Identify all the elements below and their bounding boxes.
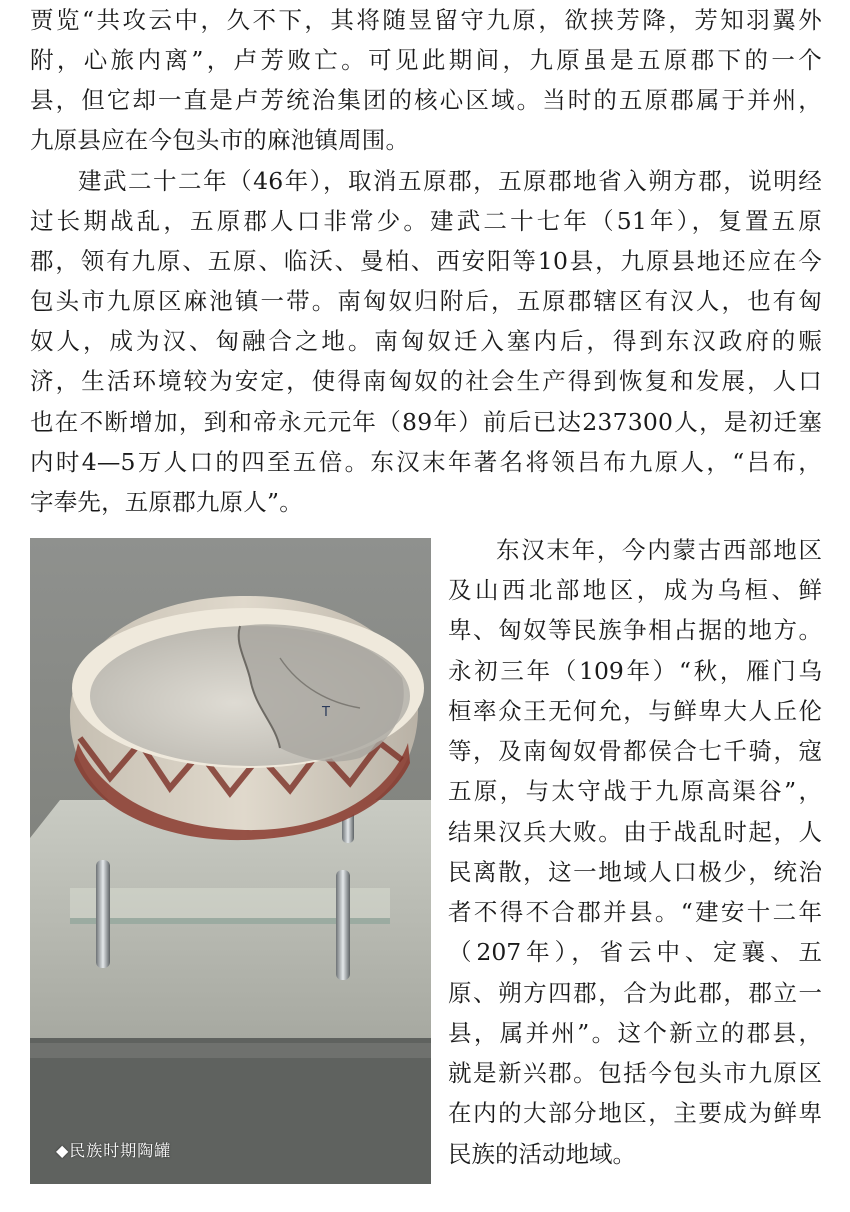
text-line: 卑、匈奴等民族争相占据的地方。 xyxy=(448,616,822,644)
pottery-bowl-illustration xyxy=(30,538,431,1184)
text-line: 民族的活动地域。 xyxy=(448,1140,636,1168)
text-line: 县，属并州”。这个新立的郡县， xyxy=(448,1019,822,1047)
text-line: 就是新兴郡。包括今包头市九原区 xyxy=(448,1059,822,1087)
text-line: 者不得不合郡并县。“建安十二年 xyxy=(448,898,822,926)
text-line: 济，生活环境较为安定，使得南匈奴的社会生产得到恢复和发展，人口 xyxy=(30,367,822,395)
text-line: （207年），省云中、定襄、五 xyxy=(448,938,822,966)
text-line: 等，及南匈奴骨都侯合七千骑，寇 xyxy=(448,737,822,765)
text-line: 桓率众王无何允，与鲜卑大人丘伦 xyxy=(448,697,822,725)
photo-caption: ◆民族时期陶罐 xyxy=(56,1141,172,1160)
text-line: 民离散，这一地域人口极少，统治 xyxy=(448,858,822,886)
text-line: 内时4—5万人口的四至五倍。东汉末年著名将领吕布九原人，“吕布， xyxy=(30,448,822,476)
text-line: 在内的大部分地区，主要成为鲜卑 xyxy=(448,1099,822,1127)
text-line: 过长期战乱，五原郡人口非常少。建武二十七年（51年），复置五原 xyxy=(30,207,822,235)
text-line: 永初三年（109年）“秋，雁门乌 xyxy=(448,657,822,685)
text-line: 建武二十二年（46年），取消五原郡，五原郡地省入朔方郡，说明经 xyxy=(78,167,822,195)
text-line: 奴人，成为汉、匈融合之地。南匈奴迁入塞内后，得到东汉政府的赈 xyxy=(30,327,822,355)
sherd-mark: T xyxy=(322,705,330,720)
text-line: 也在不断增加，到和帝永元元年（89年）前后已达237300人，是初迁塞 xyxy=(30,408,822,436)
text-line: 结果汉兵大败。由于战乱时起，人 xyxy=(448,818,822,846)
text-line: 县，但它却一直是卢芳统治集团的核心区域。当时的五原郡属于并州， xyxy=(30,86,822,114)
text-line: 附，心旅内离”，卢芳败亡。可见此期间，九原虽是五原郡下的一个 xyxy=(30,46,822,74)
text-line: 及山西北部地区，成为乌桓、鲜 xyxy=(448,576,822,604)
text-line: 包头市九原区麻池镇一带。南匈奴归附后，五原郡辖区有汉人，也有匈 xyxy=(30,287,822,315)
text-line: 东汉末年，今内蒙古西部地区 xyxy=(496,536,822,564)
text-line: 九原县应在今包头市的麻池镇周围。 xyxy=(30,126,410,154)
pottery-photo xyxy=(30,538,431,1184)
text-line: 字奉先，五原郡九原人”。 xyxy=(30,488,303,516)
text-line: 贾览“共攻云中，久不下，其将随昱留守九原，欲挟芳降，芳知羽翼外 xyxy=(30,6,822,34)
text-line: 五原，与太守战于九原高渠谷”， xyxy=(448,777,822,805)
text-line: 郡，领有九原、五原、临沃、曼柏、西安阳等10县，九原县地还应在今 xyxy=(30,247,822,275)
text-line: 原、朔方四郡，合为此郡，郡立一 xyxy=(448,979,822,1007)
